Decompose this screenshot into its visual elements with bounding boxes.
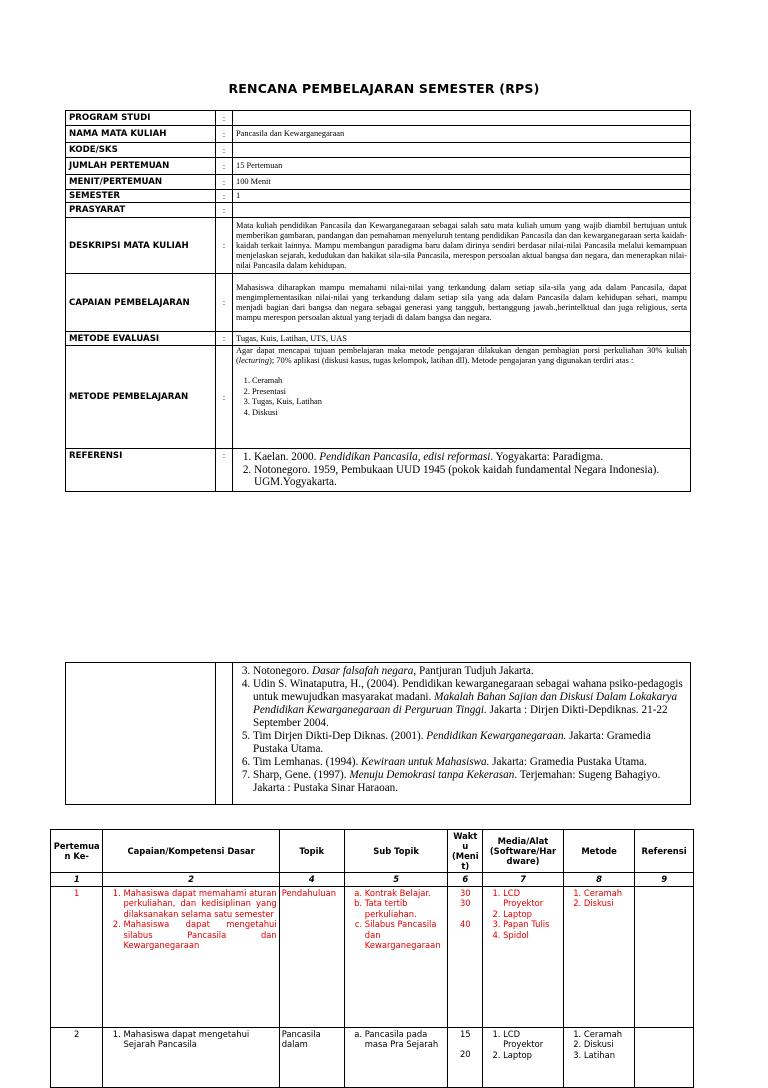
- subtopik-list: [347, 1029, 446, 1050]
- value-deskripsi: Mata kuliah pendidikan Pancasila dan Kewarganegaraan sebagai salah satu mata kuliah umum yang wajib diambil bertujuan untuk memberikan gambaran, pandangan dan pemahaman menyeluruh tentang pendidikan Pancasila dan dan kewarganegaraan serta kaidah-kaidah terkait lainnya. Mampu membangun paradigma baru dalam dirinya sendiri berdasar nilai-nilai Pancasila melalui kemampuan menjelaskan sejarah, kedudukan dan hakikat sila-sila Pancasila, merespon persoalan aktual bangsa dan negara, dan menerapkan nilai-nilai Pancasila dalam kehidupan.: [233, 218, 691, 274]
- capaian-cell: [103, 886, 279, 1027]
- list-item: 1. Mahasiswa dapat memahami aturan perkuliahan, dan kedisiplinan yang dilaksanakan selama satu semester: [123, 888, 276, 920]
- colon: :: [216, 218, 233, 274]
- label-referensi: REFERENSI: [66, 449, 216, 492]
- schedule-header-row: [51, 830, 694, 873]
- metode-intro: Agar dapat mencapai tujuan pembelajaran maka metode pengajaran dilakukan dengan pembagian porsi perkuliahan 30% kuliah (lecturing); 70% aplikasi (diskusi kasus, tugas kelompok, latihan dll). Metode pengajaran yang digunakan terdiri atas :: [236, 346, 687, 365]
- column-number: 9: [635, 873, 694, 887]
- value-semester: 1: [233, 190, 691, 203]
- schedule-table: [50, 829, 694, 1088]
- waktu-value: 15: [459, 1028, 471, 1039]
- column-number: 1: [51, 873, 103, 887]
- reference-continuation: [233, 663, 691, 805]
- subtopik-cell: [344, 1027, 448, 1087]
- info-row-metode-pembelajaran: [66, 346, 691, 449]
- list-item: 2. Diskusi: [584, 898, 632, 909]
- colon: :: [216, 143, 233, 158]
- colon: :: [216, 158, 233, 175]
- info-row-jumlah-pertemuan: [66, 158, 691, 175]
- list-item: 4. Diskusi: [252, 408, 687, 419]
- metode-list: [566, 888, 632, 909]
- list-item: 1. Ceramah: [584, 888, 632, 899]
- list-item: 3. Tugas, Kuis, Latihan: [252, 397, 687, 408]
- value-referensi: [233, 449, 691, 492]
- list-item: a. Kontrak Belajar.: [365, 888, 446, 899]
- colon: :: [216, 190, 233, 203]
- waktu-value: [450, 909, 480, 919]
- colon: :: [216, 126, 233, 143]
- empty-cell: [66, 663, 216, 805]
- reference-list: [233, 665, 686, 795]
- value-nama-mk: Pancasila dan Kewarganegaraan: [233, 126, 691, 143]
- info-row-nama-mk: [66, 126, 691, 143]
- document-title: RENCANA PEMBELAJARAN SEMESTER (RPS): [228, 81, 540, 96]
- label-semester: SEMESTER: [66, 190, 216, 203]
- list-item: 3. Papan Tulis: [503, 919, 561, 930]
- column-number: 6: [448, 873, 483, 887]
- meeting-number: 2: [51, 1027, 103, 1087]
- list-item: 2. Presentasi: [252, 387, 687, 398]
- reference-item: 6. Tim Lemhanas. (1994). Kewiraan untuk Mahasiswa. Jakarta: Gramedia Pustaka Utama.: [253, 756, 686, 769]
- list-item: 4. Spidol: [503, 930, 561, 941]
- metode-list: [236, 376, 687, 418]
- subtopik-list: [347, 888, 446, 951]
- label-metode-evaluasi: METODE EVALUASI: [66, 332, 216, 346]
- list-item: 3. Latihan: [584, 1050, 632, 1061]
- colon: :: [216, 274, 233, 332]
- waktu-cell: [448, 1027, 483, 1087]
- metode-cell: [563, 886, 634, 1027]
- referensi-cell: [635, 886, 694, 1027]
- list-item: a. Pancasila pada masa Pra Sejarah: [365, 1029, 446, 1050]
- waktu-value: 40: [459, 918, 471, 929]
- schedule-row-1: [51, 886, 694, 1027]
- reference-list: [236, 451, 687, 489]
- topik-cell: Pancasila dalam: [279, 1027, 344, 1087]
- header-referensi: Referensi: [635, 830, 694, 873]
- waktu-value: 30: [459, 887, 471, 898]
- column-number: 4: [279, 873, 344, 887]
- label-deskripsi: DESKRIPSI MATA KULIAH: [66, 218, 216, 274]
- header-topik: Topik: [279, 830, 344, 873]
- colon: :: [216, 175, 233, 190]
- value-metode-pembelajaran: [233, 346, 691, 449]
- list-item: 2. Laptop: [503, 909, 561, 920]
- label-menit-pertemuan: MENIT/PERTEMUAN: [66, 175, 216, 190]
- header-waktu: Wakt u (Meni t): [448, 830, 483, 873]
- reference-item: 7. Sharp, Gene. (1997). Menuju Demokrasi tanpa Kekerasan. Terjemahan: Sugeng Bahagiyo. Jakarta : Pustaka Sinar Haraoan.: [253, 769, 686, 795]
- schedule-row-2: [51, 1027, 694, 1087]
- list-item: 1. LCD Proyektor: [503, 1029, 561, 1050]
- media-list: [485, 1029, 561, 1061]
- list-item: 1. Ceramah: [584, 1029, 632, 1040]
- info-row-menit-pertemuan: [66, 175, 691, 190]
- media-cell: [483, 886, 564, 1027]
- meeting-number: 1: [51, 886, 103, 1027]
- info-row-referensi: [66, 449, 691, 492]
- reference-item: 5. Tim Dirjen Dikti-Dep Diknas. (2001). Pendidikan Kewarganegaraan. Jakarta: Gramedia Pustaka Utama.: [253, 730, 686, 756]
- colon: :: [216, 203, 233, 218]
- list-item: b. Tata tertib perkuliahan.: [365, 898, 446, 919]
- label-jumlah-pertemuan: JUMLAH PERTEMUAN: [66, 158, 216, 175]
- value-program-studi: [233, 111, 691, 126]
- header-media: Media/Alat (Software/Har dware): [483, 830, 564, 873]
- waktu-value: 20: [459, 1049, 471, 1059]
- reference-item: 1. Kaelan. 2000. Pendidikan Pancasila, edisi reformasi. Yogyakarta: Paradigma.: [254, 451, 687, 464]
- capaian-cell: [103, 1027, 279, 1087]
- value-metode-evaluasi: Tugas, Kuis, Latihan, UTS, UAS: [233, 332, 691, 346]
- header-metode: Metode: [563, 830, 634, 873]
- column-number-row: [51, 873, 694, 887]
- info-row-program-studi: [66, 111, 691, 126]
- waktu-value: 30: [459, 898, 471, 908]
- list-item: 2. Mahasiswa dapat mengetahui silabus Pancasila dan Kewarganegaraan: [123, 919, 276, 951]
- referensi-cell: [635, 1027, 694, 1087]
- value-jumlah-pertemuan: 15 Pertemuan: [233, 158, 691, 175]
- course-info-table: [65, 110, 691, 492]
- media-cell: [483, 1027, 564, 1087]
- label-kode-sks: KODE/SKS: [66, 143, 216, 158]
- list-item: 2. Laptop: [503, 1050, 561, 1061]
- list-item: 1. Ceramah: [252, 376, 687, 387]
- value-prasyarat: [233, 203, 691, 218]
- info-row-capaian: [66, 274, 691, 332]
- reference-item: 2. Notonegoro. 1959, Pembukaan UUD 1945 (pokok kaidah fundamental Negara Indonesia). UGM.Yogyakarta.: [254, 464, 687, 489]
- column-number: 8: [563, 873, 634, 887]
- capaian-list: [105, 1029, 276, 1050]
- colon: :: [216, 346, 233, 449]
- subtopik-cell: [344, 886, 448, 1027]
- info-row-metode-evaluasi: [66, 332, 691, 346]
- info-row-kode-sks: [66, 143, 691, 158]
- colon: :: [216, 111, 233, 126]
- waktu-cell: [448, 886, 483, 1027]
- column-number: 5: [344, 873, 448, 887]
- value-menit-pertemuan: 100 Menit: [233, 175, 691, 190]
- list-item: 1. LCD Proyektor: [503, 888, 561, 909]
- column-number: 7: [483, 873, 564, 887]
- header-pertemuan: Pertemua n Ke-: [51, 830, 103, 873]
- list-item: c. Silabus Pancasila dan Kewarganegaraan: [365, 919, 446, 951]
- label-program-studi: PROGRAM STUDI: [66, 111, 216, 126]
- label-capaian: CAPAIAN PEMBELAJARAN: [66, 274, 216, 332]
- reference-continuation-table: [65, 662, 691, 805]
- waktu-value: [450, 1039, 480, 1049]
- header-subtopik: Sub Topik: [344, 830, 448, 873]
- reference-item: 4. Udin S. Winataputra, H., (2004). Pendidikan kewarganegaraan sebagai wahana psiko-pedagogis untuk mewujudkan masyarakat madani. Makalah Bahan Sajian dan Diskusi Dalam Lokakarya Pendidikan Kewarganegaraan di Perguruan Tinggi. Jakarta : Dirjen Dikti-Depdiknas. 21-22 September 2004.: [253, 678, 686, 730]
- metode-cell: [563, 1027, 634, 1087]
- colon: :: [216, 449, 233, 492]
- media-list: [485, 888, 561, 941]
- label-metode-pembelajaran: METODE PEMBELAJARAN: [66, 346, 216, 449]
- label-prasyarat: PRASYARAT: [66, 203, 216, 218]
- value-capaian: Mahasiswa diharapkan mampu memahami nilai-nilai yang terkandung dalam setiap sila-sila yang ada dalam Pancasila, dapat mengimplementasikan nilai-nilai yang terkandung dalam setiap sila yang ada dalam Pancasila dalam kehidupan sehari, mampu menjadi bagian dari bangsa dan negara sebagai generasi yang tangguh, bertanggung jawab.,berintelktual dan juga religious, serta mampu merespon persoalan aktual yang terjadi di dalam bangsa dan negara.: [233, 274, 691, 332]
- value-kode-sks: [233, 143, 691, 158]
- empty-cell: [216, 663, 233, 805]
- info-row-prasyarat: [66, 203, 691, 218]
- list-item: 1. Mahasiswa dapat mengetahui Sejarah Pancasila: [123, 1029, 276, 1050]
- column-number: 2: [103, 873, 279, 887]
- capaian-list: [105, 888, 276, 951]
- colon: :: [216, 332, 233, 346]
- label-nama-mk: NAMA MATA KULIAH: [66, 126, 216, 143]
- reference-item: 3. Notonegoro. Dasar falsafah negara, Pantjuran Tudjuh Jakarta.: [253, 665, 686, 678]
- header-capaian: Capaian/Kompetensi Dasar: [103, 830, 279, 873]
- topik-cell: Pendahuluan: [279, 886, 344, 1027]
- info-row-semester: [66, 190, 691, 203]
- info-row-deskripsi: [66, 218, 691, 274]
- metode-list: [566, 1029, 632, 1061]
- list-item: 2. Diskusi: [584, 1039, 632, 1050]
